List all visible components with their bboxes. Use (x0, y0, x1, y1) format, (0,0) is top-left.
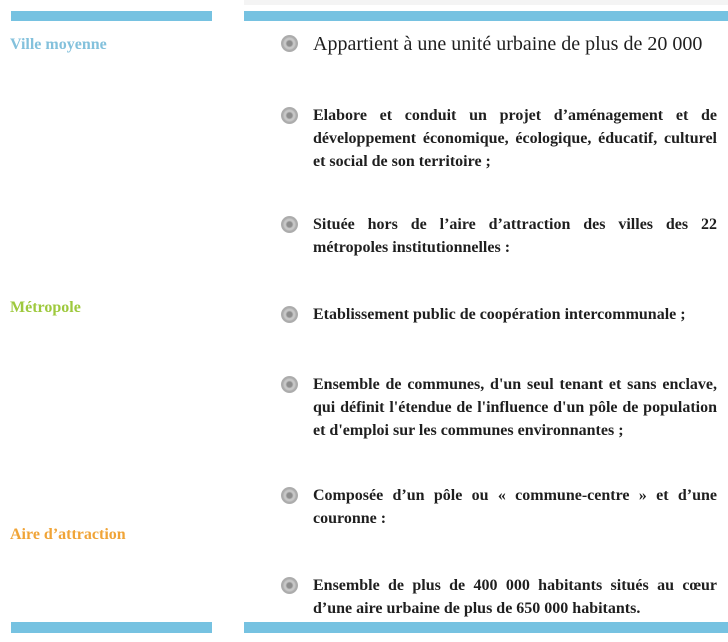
definition-text: Située hors de l’aire d’attraction des villes des 22 métropoles institutionnelles : (313, 216, 717, 256)
page-edge-strip (244, 0, 728, 5)
radio-bullet-icon[interactable] (281, 376, 298, 393)
definition-text: Composée d’un pôle ou « commune-centre » et d’une couronne : (313, 487, 717, 527)
definition-text: Etablissement public de coopération intercommunale ; (313, 306, 686, 323)
definition-text: Appartient à une unité urbaine de plus de 20 000 (313, 33, 703, 55)
radio-bullet-icon[interactable] (281, 306, 298, 323)
radio-bullet-icon[interactable] (281, 216, 298, 233)
term-label-ville-moyenne: Ville moyenne (10, 36, 107, 53)
definition-text: Ensemble de plus de 400 000 habitants situés au cœur d’une aire urbaine de plus de 650 000 habitants. (313, 577, 717, 617)
divider-bar-bottom-left (11, 622, 212, 633)
radio-bullet-icon[interactable] (281, 35, 298, 52)
definition-text: Ensemble de communes, d'un seul tenant et sans enclave, qui définit l'étendue de l'influence d'un pôle de population et d'emploi sur les communes environnantes ; (313, 376, 717, 439)
divider-bar-top-left (11, 11, 212, 21)
definition-text: Elabore et conduit un projet d’aménagement et de développement économique, écologique, éducatif, culturel et social de son territoire ; (313, 107, 717, 170)
term-label-aire-dattraction: Aire d’attraction (10, 526, 126, 543)
term-label-metropole: Métropole (10, 299, 81, 316)
radio-bullet-icon[interactable] (281, 577, 298, 594)
radio-bullet-icon[interactable] (281, 487, 298, 504)
divider-bar-top-right (244, 11, 728, 21)
radio-bullet-icon[interactable] (281, 107, 298, 124)
divider-bar-bottom-right (244, 622, 728, 633)
